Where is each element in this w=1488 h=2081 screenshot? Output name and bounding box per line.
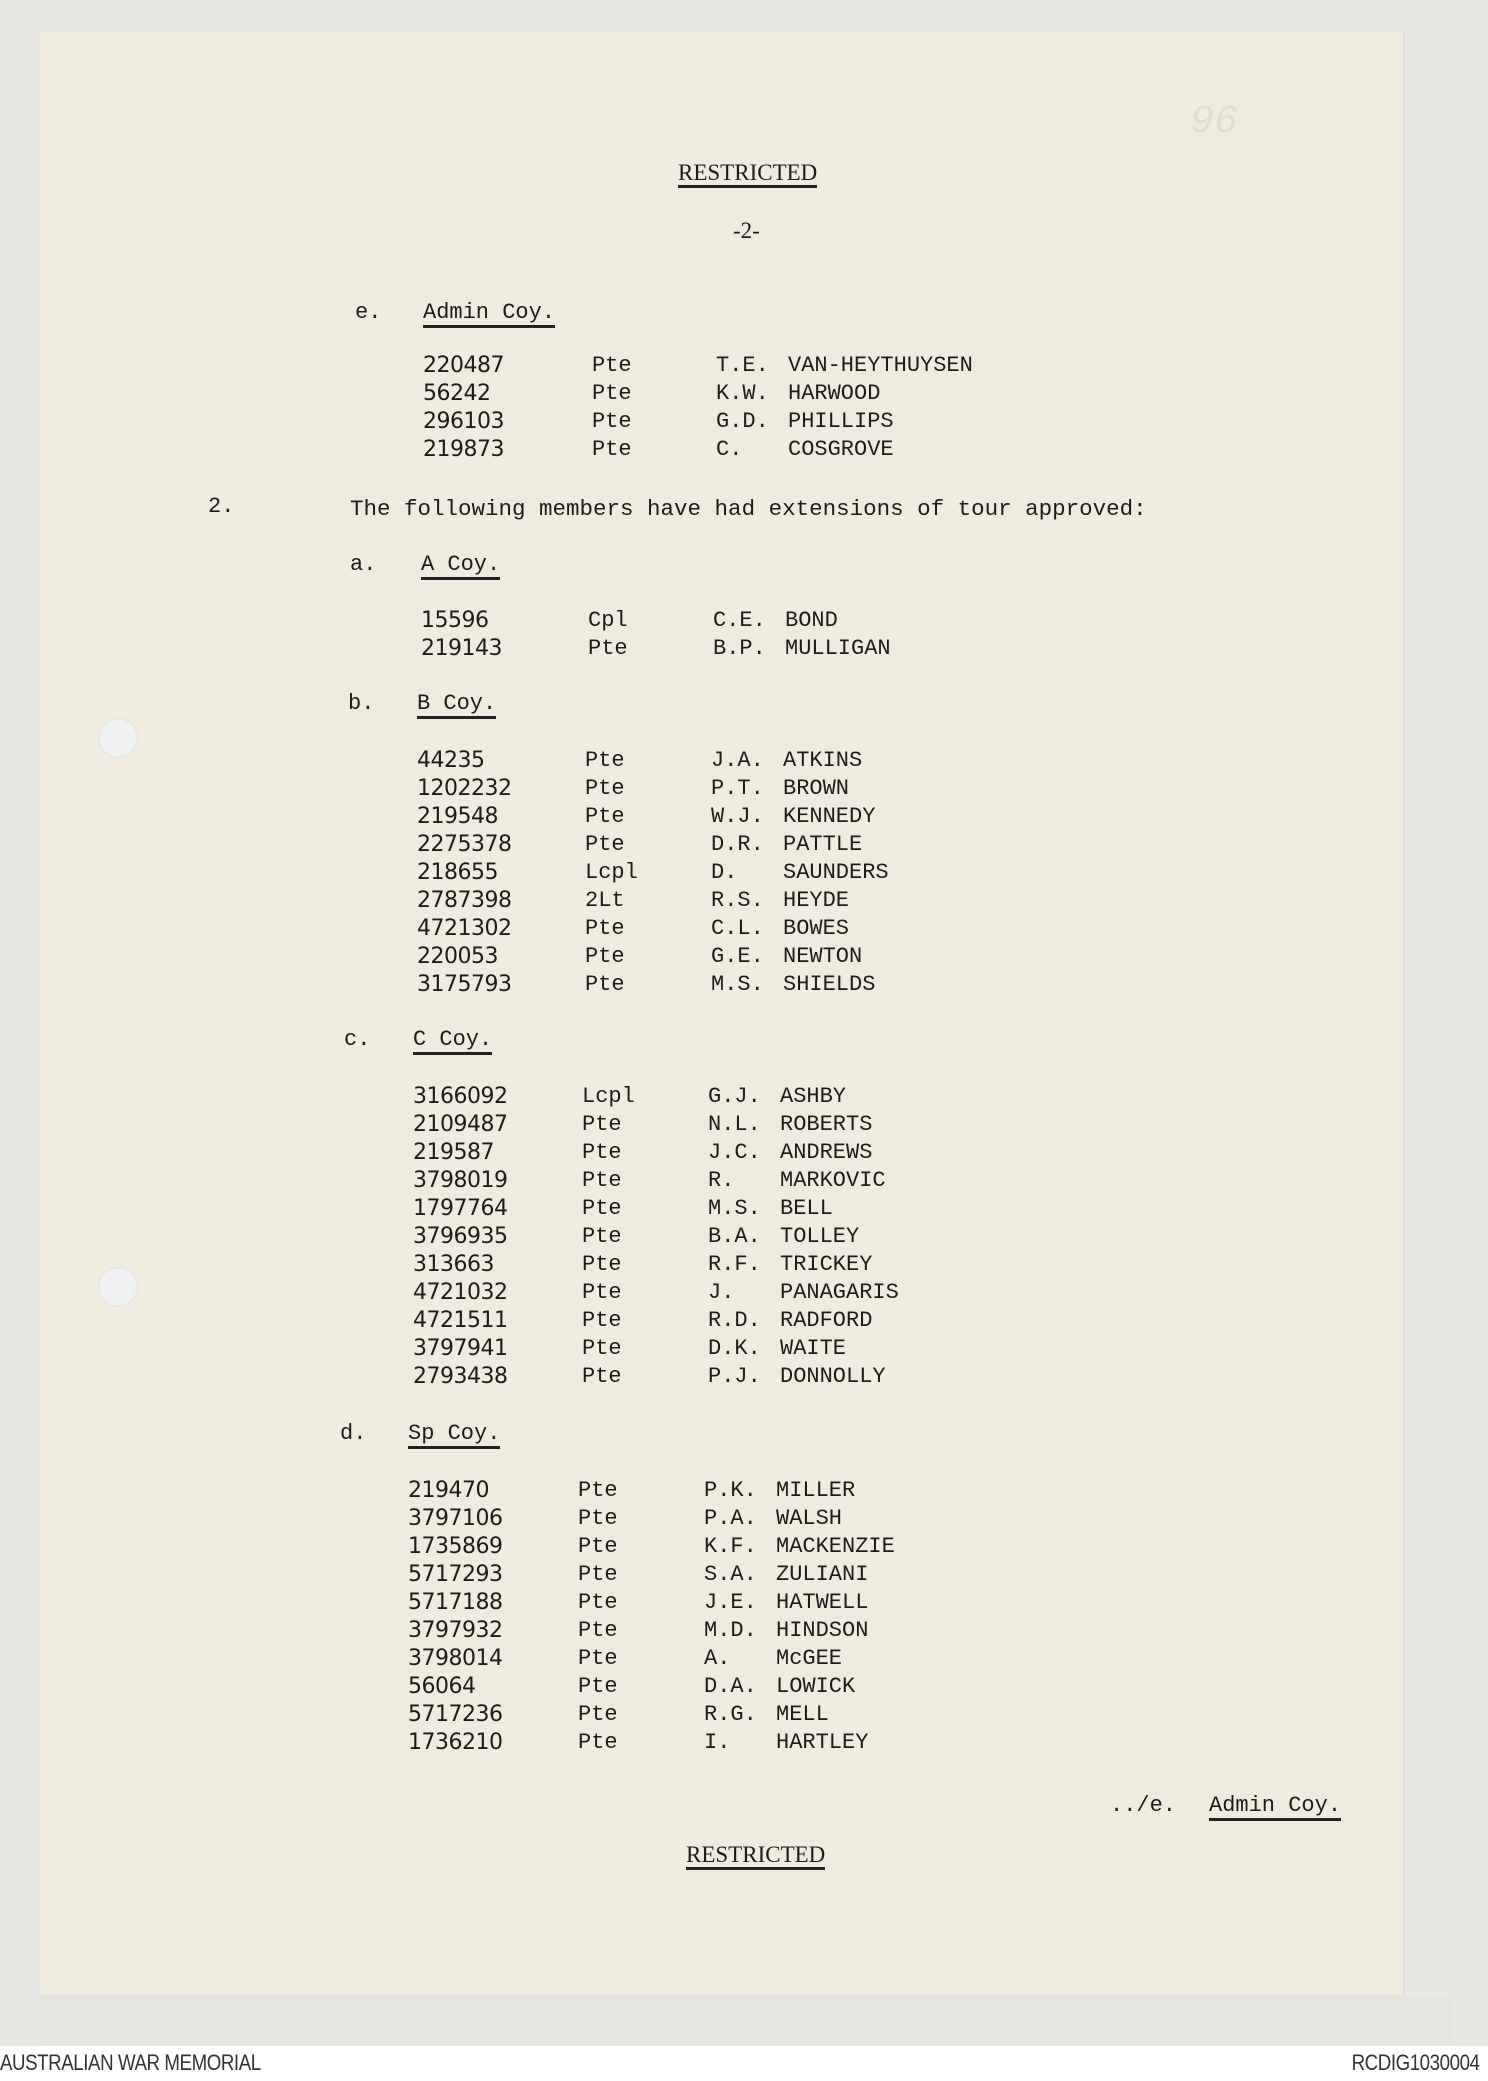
initials: C.: [716, 437, 743, 462]
service-number: 220053: [417, 944, 498, 969]
surname: NEWTON: [783, 944, 863, 969]
rank: Pte: [582, 1196, 622, 1221]
service-number: 4721511: [413, 1308, 508, 1333]
surname: ASHBY: [780, 1084, 847, 1109]
rank: Pte: [578, 1674, 618, 1699]
rank: Pte: [592, 353, 632, 378]
rank: Pte: [578, 1646, 618, 1671]
surname: HINDSON: [776, 1618, 869, 1643]
surname: PHILLIPS: [788, 409, 894, 434]
rank: Pte: [578, 1506, 618, 1531]
surname: ANDREWS: [780, 1140, 873, 1165]
rank: Pte: [585, 804, 625, 829]
section-letter: a.: [350, 552, 377, 577]
surname: SHIELDS: [783, 972, 876, 997]
service-number: 3798014: [408, 1646, 503, 1671]
service-number: 3797106: [408, 1506, 503, 1531]
rank: Pte: [582, 1252, 622, 1277]
initials: G.E.: [711, 944, 764, 969]
surname: ATKINS: [783, 748, 863, 773]
surname: BROWN: [783, 776, 850, 801]
surname: MELL: [776, 1702, 829, 1727]
rank: Pte: [592, 381, 632, 406]
service-number: 220487: [423, 353, 504, 378]
section-letter: e.: [355, 300, 382, 325]
service-number: 296103: [423, 409, 504, 434]
rank: Pte: [582, 1112, 622, 1137]
surname: MILLER: [776, 1478, 856, 1503]
rank: Pte: [582, 1224, 622, 1249]
service-number: 1797764: [413, 1196, 508, 1221]
surname: ZULIANI: [776, 1562, 869, 1587]
initials: G.J.: [708, 1084, 761, 1109]
service-number: 3797932: [408, 1618, 503, 1643]
section-letter: b.: [348, 691, 375, 716]
service-number: 56064: [408, 1674, 476, 1699]
surname: KENNEDY: [783, 804, 876, 829]
rank: Pte: [582, 1280, 622, 1305]
scan-mount-edge: [40, 1995, 1450, 2045]
surname: RADFORD: [780, 1308, 873, 1333]
service-number: 3797941: [413, 1336, 508, 1361]
service-number: 4721302: [417, 916, 512, 941]
surname: LOWICK: [776, 1674, 856, 1699]
surname: VAN-HEYTHUYSEN: [788, 353, 973, 378]
initials: J.A.: [711, 748, 764, 773]
initials: M.S.: [708, 1196, 761, 1221]
rank: Pte: [582, 1168, 622, 1193]
paragraph-number: 2.: [208, 494, 235, 519]
surname: WALSH: [776, 1506, 843, 1531]
classification-footer: RESTRICTED: [686, 1843, 825, 1870]
surname: SAUNDERS: [783, 860, 889, 885]
service-number: 44235: [417, 748, 485, 773]
rank: 2Lt: [585, 888, 625, 913]
service-number: 2793438: [413, 1364, 508, 1389]
surname: HARWOOD: [788, 381, 881, 406]
section-heading: Admin Coy.: [423, 302, 555, 328]
initials: M.D.: [704, 1618, 757, 1643]
service-number: 1202232: [417, 776, 512, 801]
surname: TRICKEY: [780, 1252, 873, 1277]
rank: Cpl: [588, 608, 628, 633]
initials: M.S.: [711, 972, 764, 997]
rank: Pte: [578, 1730, 618, 1755]
pencil-annotation: 96: [1190, 100, 1239, 145]
surname: TOLLEY: [780, 1224, 860, 1249]
initials: W.J.: [711, 804, 764, 829]
surname: BOND: [785, 608, 838, 633]
service-number: 1735869: [408, 1534, 503, 1559]
initials: T.E.: [716, 353, 769, 378]
initials: P.T.: [711, 776, 764, 801]
surname: MARKOVIC: [780, 1168, 886, 1193]
rank: Pte: [578, 1562, 618, 1587]
initials: D.R.: [711, 832, 764, 857]
initials: D.A.: [704, 1674, 757, 1699]
initials: J.C.: [708, 1140, 761, 1165]
institution-label: AUSTRALIAN WAR MEMORIAL: [0, 2050, 261, 2075]
service-number: 3166092: [413, 1084, 508, 1109]
initials: C.L.: [711, 916, 764, 941]
service-number: 3796935: [413, 1224, 508, 1249]
initials: D.: [711, 860, 738, 885]
service-number: 15596: [421, 608, 489, 633]
service-number: 2109487: [413, 1112, 508, 1137]
document-page: [40, 33, 1403, 1995]
rank: Pte: [585, 776, 625, 801]
initials: S.A.: [704, 1562, 757, 1587]
initials: R.G.: [704, 1702, 757, 1727]
rank: Pte: [578, 1702, 618, 1727]
service-number: 219548: [417, 804, 498, 829]
rank: Pte: [592, 409, 632, 434]
surname: MULLIGAN: [785, 636, 891, 661]
rank: Lcpl: [582, 1084, 635, 1109]
initials: K.W.: [716, 381, 769, 406]
rank: Pte: [585, 748, 625, 773]
initials: C.E.: [713, 608, 766, 633]
initials: I.: [704, 1730, 731, 1755]
continuation-prefix: ../e.: [1110, 1793, 1177, 1818]
rank: Pte: [592, 437, 632, 462]
initials: N.L.: [708, 1112, 761, 1137]
paragraph-text: The following members have had extensions of tour approved:: [350, 496, 1147, 522]
surname: HARTLEY: [776, 1730, 869, 1755]
surname: COSGROVE: [788, 437, 894, 462]
service-number: 5717236: [408, 1702, 503, 1727]
rank: Pte: [585, 972, 625, 997]
initials: A.: [704, 1646, 731, 1671]
service-number: 219470: [408, 1478, 489, 1503]
punch-hole-upper: [98, 718, 138, 758]
rank: Pte: [578, 1478, 618, 1503]
section-heading: A Coy.: [421, 554, 500, 580]
rank: Pte: [582, 1140, 622, 1165]
surname: WAITE: [780, 1336, 847, 1361]
catalogue-id: RCDIG1030004: [1352, 2050, 1480, 2075]
page-number: -2-: [733, 218, 760, 243]
initials: D.K.: [708, 1336, 761, 1361]
initials: P.A.: [704, 1506, 757, 1531]
classification-header: RESTRICTED: [678, 161, 817, 188]
surname: HEYDE: [783, 888, 850, 913]
surname: ROBERTS: [780, 1112, 873, 1137]
service-number: 3798019: [413, 1168, 508, 1193]
initials: R.D.: [708, 1308, 761, 1333]
surname: BOWES: [783, 916, 850, 941]
service-number: 2275378: [417, 832, 512, 857]
service-number: 1736210: [408, 1730, 503, 1755]
service-number: 5717293: [408, 1562, 503, 1587]
section-letter: d.: [340, 1421, 367, 1446]
rank: Pte: [582, 1364, 622, 1389]
surname: DONNOLLY: [780, 1364, 886, 1389]
service-number: 4721032: [413, 1280, 508, 1305]
service-number: 219873: [423, 437, 504, 462]
section-heading: Sp Coy.: [408, 1423, 500, 1449]
rank: Pte: [585, 916, 625, 941]
rank: Pte: [582, 1308, 622, 1333]
rank: Pte: [578, 1534, 618, 1559]
rank: Lcpl: [585, 860, 638, 885]
initials: G.D.: [716, 409, 769, 434]
punch-hole-lower: [98, 1267, 138, 1307]
service-number: 219587: [413, 1140, 494, 1165]
service-number: 313663: [413, 1252, 494, 1277]
initials: R.S.: [711, 888, 764, 913]
section-letter: c.: [344, 1027, 371, 1052]
initials: B.A.: [708, 1224, 761, 1249]
section-heading: C Coy.: [413, 1029, 492, 1055]
rank: Pte: [588, 636, 628, 661]
rank: Pte: [585, 944, 625, 969]
service-number: 3175793: [417, 972, 512, 997]
surname: BELL: [780, 1196, 833, 1221]
rank: Pte: [582, 1336, 622, 1361]
surname: PANAGARIS: [780, 1280, 899, 1305]
initials: B.P.: [713, 636, 766, 661]
initials: J.: [708, 1280, 735, 1305]
initials: R.F.: [708, 1252, 761, 1277]
service-number: 56242: [423, 381, 491, 406]
rank: Pte: [578, 1590, 618, 1615]
initials: R.: [708, 1168, 735, 1193]
initials: P.J.: [708, 1364, 761, 1389]
continuation-heading: Admin Coy.: [1209, 1795, 1341, 1821]
service-number: 5717188: [408, 1590, 503, 1615]
section-heading: B Coy.: [417, 693, 496, 719]
service-number: 219143: [421, 636, 502, 661]
rank: Pte: [585, 832, 625, 857]
surname: McGEE: [776, 1646, 843, 1671]
initials: J.E.: [704, 1590, 757, 1615]
initials: K.F.: [704, 1534, 757, 1559]
service-number: 218655: [417, 860, 498, 885]
service-number: 2787398: [417, 888, 512, 913]
surname: MACKENZIE: [776, 1534, 895, 1559]
surname: HATWELL: [776, 1590, 869, 1615]
initials: P.K.: [704, 1478, 757, 1503]
surname: PATTLE: [783, 832, 863, 857]
rank: Pte: [578, 1618, 618, 1643]
